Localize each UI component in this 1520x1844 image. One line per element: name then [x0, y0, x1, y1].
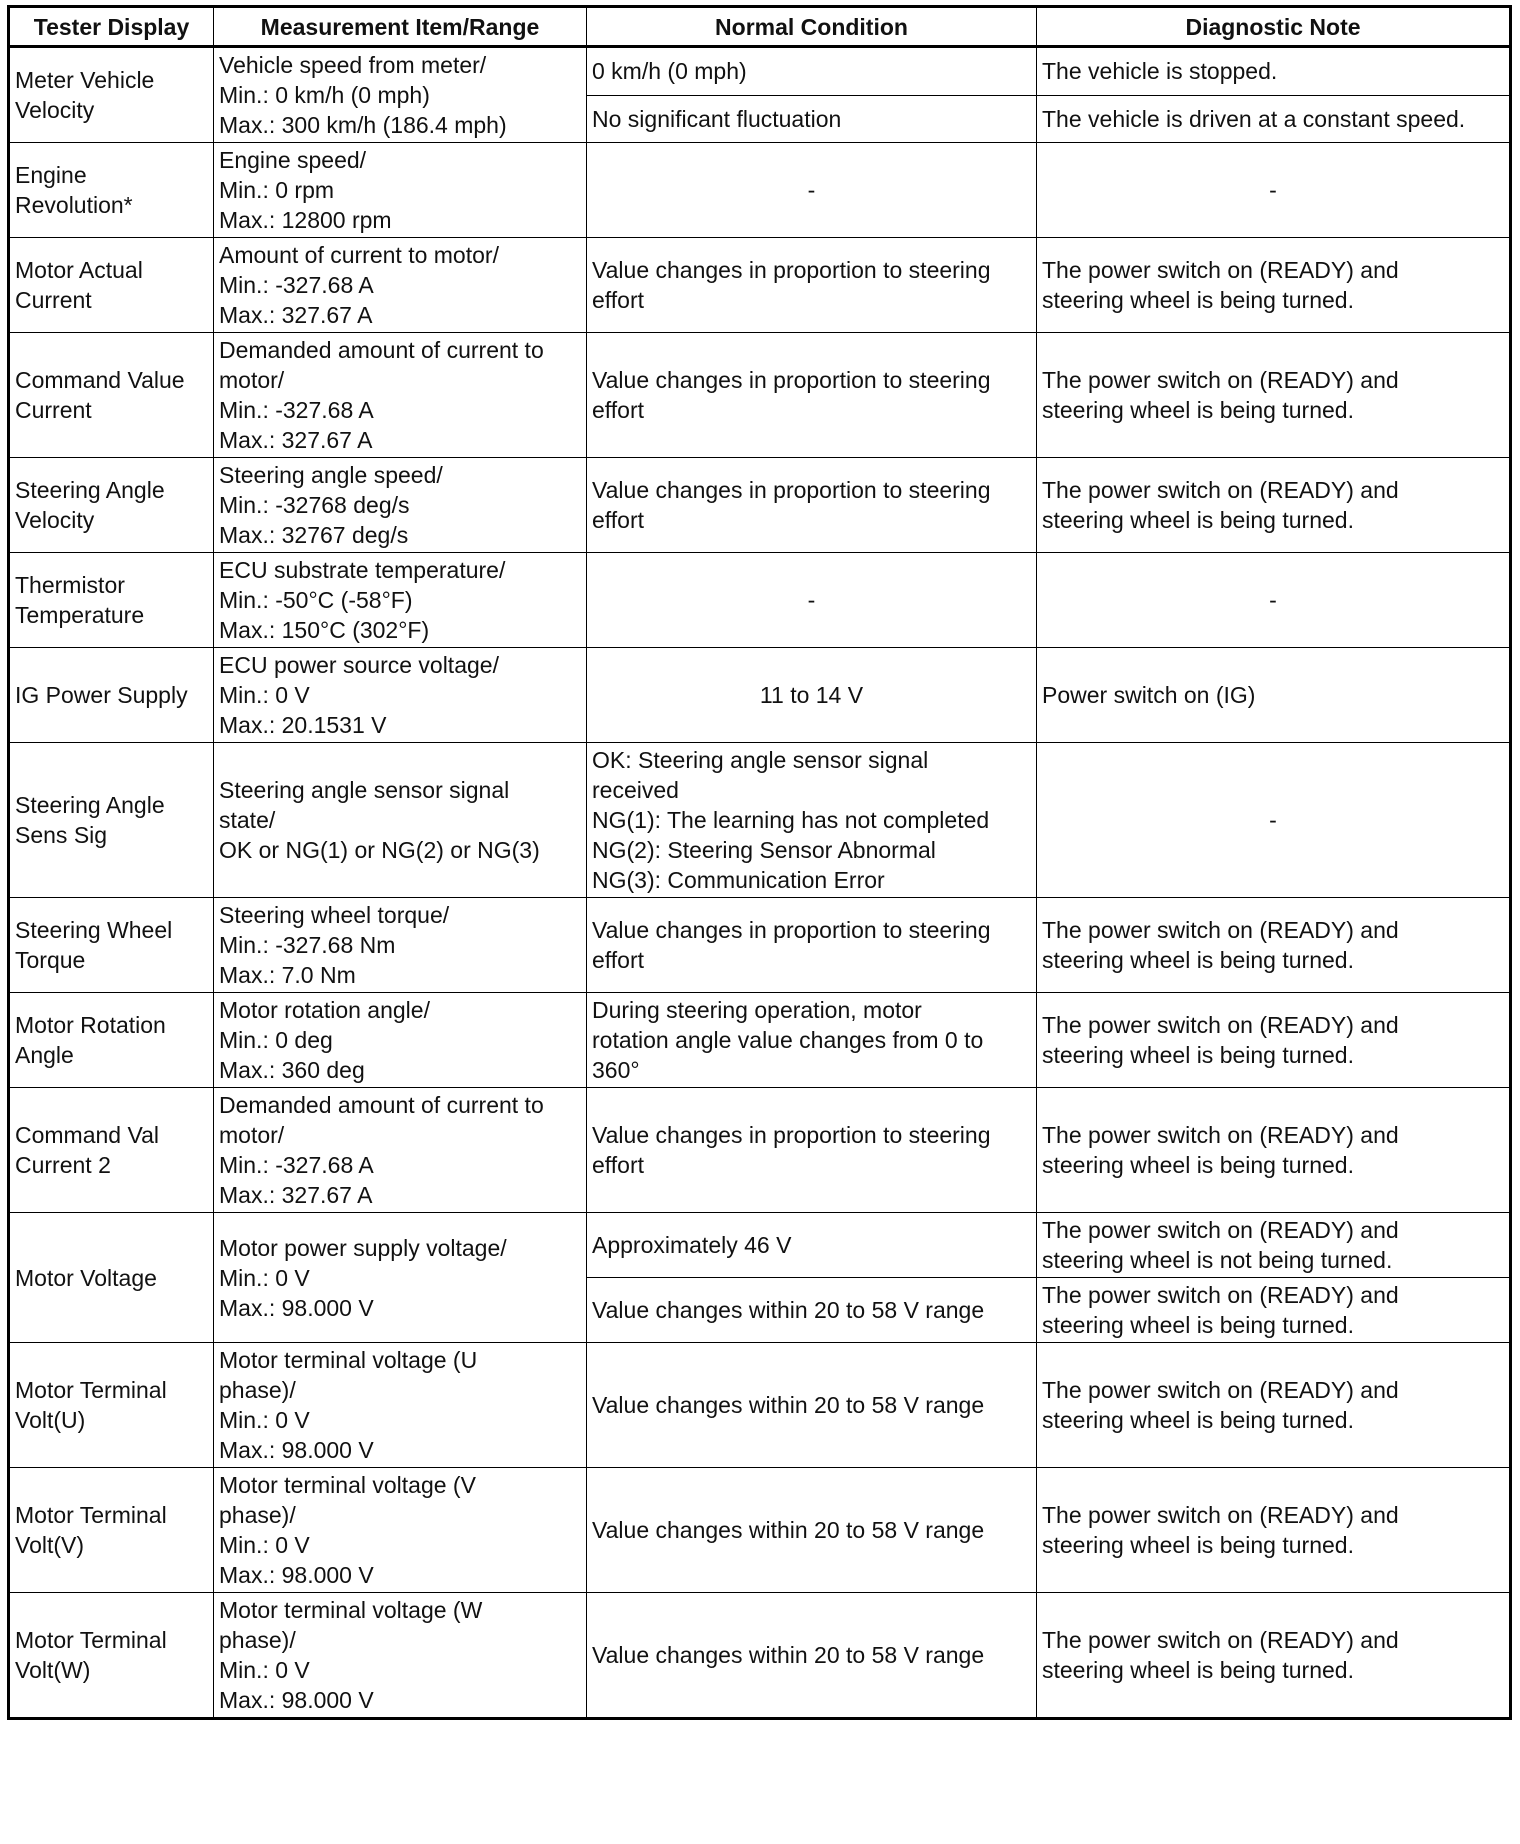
diagnostic-note-cell [1037, 95, 1511, 142]
measurement-range-cell-line: Demanded amount of current to [219, 337, 544, 363]
diagnostic-note-cell-line: steering wheel is not being turned. [1042, 1247, 1393, 1273]
diagnostic-note-cell-line: steering wheel is being turned. [1042, 287, 1354, 313]
tester-display-cell-line: Thermistor [15, 572, 125, 598]
tester-display-cell-line: Engine [15, 162, 87, 188]
measurement-range-cell [214, 553, 587, 648]
measurement-range-cell-line: Min.: 0 V [219, 1532, 310, 1558]
measurement-range-cell-line: Max.: 327.67 A [219, 1182, 373, 1208]
tester-display-cell-line: Steering Angle [15, 792, 165, 818]
measurement-range-cell-line: Vehicle speed from meter/ [219, 52, 487, 78]
diagnostic-note-cell-line: The power switch on (READY) and [1042, 1012, 1399, 1038]
tester-display-cell [9, 743, 214, 898]
diagnostic-note-cell-line: steering wheel is being turned. [1042, 1042, 1354, 1068]
diagnostic-note-cell [1037, 1593, 1511, 1719]
diagnostic-note-cell-line: The power switch on (READY) and [1042, 1122, 1399, 1148]
measurement-range-cell-line: motor/ [219, 367, 285, 393]
diagnostic-note-cell-line: - [1269, 807, 1277, 833]
tester-display-cell-line: Motor Terminal [15, 1627, 167, 1653]
measurement-range-cell-line: Demanded amount of current to [219, 1092, 544, 1118]
measurement-range-cell [214, 238, 587, 333]
normal-condition-cell-line: effort [592, 947, 644, 973]
diagnostic-note-cell [1037, 1343, 1511, 1468]
tester-display-cell [9, 648, 214, 743]
diagnostic-note-cell-line: The power switch on (READY) and [1042, 917, 1399, 943]
table-row [9, 553, 1511, 648]
measurement-range-cell [214, 1593, 587, 1719]
measurement-range-cell-line: Min.: 0 V [219, 1264, 310, 1291]
normal-condition-cell [587, 47, 1037, 96]
diagnostic-note-cell [1037, 553, 1511, 648]
normal-condition-cell [587, 238, 1037, 333]
diagnostic-note-cell [1037, 1213, 1511, 1278]
tester-display-cell [9, 1468, 214, 1593]
diagnostic-note-cell [1037, 238, 1511, 333]
normal-condition-cell [587, 743, 1037, 898]
measurement-range-cell-line: Min.: -32768 deg/s [219, 492, 410, 518]
measurement-range-cell-line: OK or NG(1) or NG(2) or NG(3) [219, 837, 540, 863]
normal-condition-cell [587, 1343, 1037, 1468]
measurement-range-cell [214, 1213, 587, 1343]
normal-condition-cell [587, 143, 1037, 238]
diagnostic-note-cell-line: steering wheel is being turned. [1042, 947, 1354, 973]
tester-display-cell-line: Angle [15, 1042, 74, 1068]
normal-condition-cell-line: Value changes in proportion to steering [592, 367, 991, 393]
diagnostic-note-cell [1037, 648, 1511, 743]
table-row [9, 1468, 1511, 1593]
diagnostic-note-cell-line: The power switch on (READY) and [1042, 257, 1399, 283]
table-row [9, 898, 1511, 993]
measurement-range-cell-line: Steering wheel torque/ [219, 902, 450, 928]
measurement-range-cell [214, 898, 587, 993]
measurement-range-cell-line: Min.: -327.68 A [219, 1152, 374, 1178]
diagnostic-note-cell [1037, 1278, 1511, 1343]
tester-display-cell [9, 898, 214, 993]
measurement-range-cell-line: Steering angle speed/ [219, 462, 443, 488]
tester-display-cell-line: Motor Terminal [15, 1377, 167, 1403]
measurement-range-cell-line: Max.: 150°C (302°F) [219, 617, 430, 643]
normal-condition-cell-line: Value changes in proportion to steering [592, 257, 991, 283]
measurement-range-cell-line: Min.: 0 km/h (0 mph) [219, 82, 430, 108]
normal-condition-cell-line: No significant fluctuation [592, 105, 842, 132]
normal-condition-cell-line: During steering operation, motor [592, 997, 922, 1023]
measurement-range-cell-line: Min.: -327.68 A [219, 272, 374, 298]
measurement-range-cell-line: ECU power source voltage/ [219, 652, 499, 678]
tester-display-cell [9, 553, 214, 648]
tester-display-cell-line: IG Power Supply [15, 682, 188, 708]
measurement-range-cell-line: ECU substrate temperature/ [219, 557, 506, 583]
diagnostic-note-cell-line: The power switch on (READY) and [1042, 367, 1399, 393]
normal-condition-cell-line: rotation angle value changes from 0 to [592, 1027, 984, 1053]
measurement-range-cell-line: Motor rotation angle/ [219, 997, 430, 1023]
tester-display-cell [9, 993, 214, 1088]
measurement-range-cell-line: Max.: 32767 deg/s [219, 522, 409, 548]
diagnostic-note-cell-line: The power switch on (READY) and [1042, 1217, 1399, 1243]
diagnostic-note-cell-line: steering wheel is being turned. [1042, 397, 1354, 423]
tester-display-cell-line: Motor Terminal [15, 1502, 167, 1528]
normal-condition-cell-line: Value changes in proportion to steering [592, 1122, 991, 1148]
diagnostic-note-cell [1037, 898, 1511, 993]
diagnostic-note-cell-line: steering wheel is being turned. [1042, 1152, 1354, 1178]
diagnostic-note-cell-line: - [1269, 177, 1277, 203]
measurement-range-cell-line: Motor terminal voltage (V [219, 1472, 476, 1498]
normal-condition-cell [587, 333, 1037, 458]
tester-display-cell-line: Motor Actual [15, 257, 143, 283]
normal-condition-cell [587, 95, 1037, 142]
table-row [9, 1088, 1511, 1213]
normal-condition-cell-line: Value changes in proportion to steering [592, 477, 991, 503]
diagnostic-note-cell [1037, 1468, 1511, 1593]
tester-display-cell [9, 238, 214, 333]
measurement-range-cell-line: Max.: 327.67 A [219, 302, 373, 328]
normal-condition-cell [587, 553, 1037, 648]
tester-display-cell-line: Volt(U) [15, 1407, 86, 1433]
diagnostic-note-cell-line: - [1269, 587, 1277, 613]
normal-condition-cell-line: Value changes within 20 to 58 V range [592, 1517, 985, 1543]
diagnostic-note-cell-line: Power switch on (IG) [1042, 682, 1256, 708]
measurement-range-cell [214, 743, 587, 898]
measurement-range-cell [214, 1088, 587, 1213]
measurement-range-cell-line: state/ [219, 807, 276, 833]
header-row [9, 7, 1511, 47]
header-measurement-item: Measurement Item/Range [214, 7, 587, 47]
tester-display-cell-line: Current [15, 287, 92, 313]
tester-display-cell [9, 333, 214, 458]
diagnostic-note-cell-line: The power switch on (READY) and [1042, 1377, 1399, 1403]
normal-condition-cell-line: effort [592, 1152, 644, 1178]
header-diagnostic-note: Diagnostic Note [1037, 7, 1511, 47]
tester-display-cell-line: Temperature [15, 602, 145, 628]
tester-display-cell-line: Volt(V) [15, 1532, 85, 1558]
measurement-range-cell [214, 993, 587, 1088]
normal-condition-cell-line: 0 km/h (0 mph) [592, 58, 747, 85]
measurement-range-cell-line: Max.: 300 km/h (186.4 mph) [219, 112, 507, 138]
header-tester-display: Tester Display [9, 7, 214, 47]
tester-display-cell-line: Steering Wheel [15, 917, 173, 943]
diagnostic-note-cell-line: The power switch on (READY) and [1042, 1502, 1399, 1528]
diagnostic-note-cell-line: The vehicle is driven at a constant speed. [1042, 105, 1466, 132]
normal-condition-cell-line: Value changes within 20 to 58 V range [592, 1642, 985, 1668]
tester-display-cell-line: Volt(W) [15, 1657, 91, 1683]
measurement-range-cell-line: motor/ [219, 1122, 285, 1148]
tester-display-cell-line: Velocity [15, 97, 95, 123]
diagnostic-note-cell-line: The vehicle is stopped. [1042, 58, 1278, 85]
diagnostic-note-cell-line: The power switch on (READY) and [1042, 1627, 1399, 1653]
tester-display-cell [9, 143, 214, 238]
normal-condition-cell-line: Approximately 46 V [592, 1232, 792, 1258]
measurement-range-cell-line: Max.: 7.0 Nm [219, 962, 356, 988]
normal-condition-cell-line: NG(2): Steering Sensor Abnormal [592, 837, 936, 863]
normal-condition-cell-line: - [807, 177, 816, 203]
table-header [9, 7, 1511, 47]
table-row [9, 458, 1511, 553]
tester-display-cell [9, 47, 214, 143]
tester-display-cell-line: Current 2 [15, 1152, 111, 1178]
diagnostic-note-cell-line: steering wheel is being turned. [1042, 1532, 1354, 1558]
measurement-range-cell [214, 47, 587, 143]
diagnostic-note-cell [1037, 333, 1511, 458]
normal-condition-cell [587, 458, 1037, 553]
measurement-range-cell [214, 458, 587, 553]
normal-condition-cell-line: received [592, 777, 679, 803]
normal-condition-cell-line: NG(1): The learning has not completed [592, 807, 990, 833]
measurement-range-cell-line: phase)/ [219, 1502, 296, 1528]
normal-condition-cell-line: 11 to 14 V [759, 682, 864, 708]
diagnostic-note-cell-line: The power switch on (READY) and [1042, 477, 1399, 503]
diagnostic-note-cell-line: The power switch on (READY) and [1042, 1282, 1399, 1308]
normal-condition-cell [587, 898, 1037, 993]
normal-condition-cell-line: OK: Steering angle sensor signal [592, 747, 929, 773]
header-normal-condition: Normal Condition [587, 7, 1037, 47]
tester-display-cell [9, 1088, 214, 1213]
table-row [9, 238, 1511, 333]
measurement-range-cell-line: Motor power supply voltage/ [219, 1234, 507, 1261]
measurement-range-cell-line: phase)/ [219, 1627, 296, 1653]
normal-condition-cell-line: Value changes within 20 to 58 V range [592, 1392, 985, 1418]
diagnostic-note-cell-line: steering wheel is being turned. [1042, 507, 1354, 533]
measurement-range-cell-line: Motor terminal voltage (W [219, 1597, 483, 1623]
normal-condition-cell-line: 360° [592, 1057, 640, 1083]
measurement-range-cell-line: Min.: -327.68 A [219, 397, 374, 423]
normal-condition-cell-line: effort [592, 397, 644, 423]
measurement-range-cell-line: Min.: 0 V [219, 682, 310, 708]
diagnostic-note-cell-line: steering wheel is being turned. [1042, 1312, 1354, 1338]
table-container [7, 5, 1509, 1720]
table-row [9, 648, 1511, 743]
tester-display-cell-line: Motor Voltage [15, 1264, 157, 1291]
measurement-range-cell [214, 1468, 587, 1593]
table-row [9, 143, 1511, 238]
measurement-range-cell-line: Max.: 98.000 V [219, 1294, 374, 1321]
tester-display-cell-line: Steering Angle [15, 477, 165, 503]
diagnostic-note-cell [1037, 458, 1511, 553]
diagnostic-note-cell [1037, 143, 1511, 238]
tester-display-cell-line: Velocity [15, 507, 95, 533]
table-row [9, 1343, 1511, 1468]
table-body [9, 47, 1511, 1719]
measurement-range-cell [214, 648, 587, 743]
normal-condition-cell-line: Value changes within 20 to 58 V range [592, 1297, 985, 1323]
table-row [9, 743, 1511, 898]
normal-condition-cell-line: - [807, 587, 816, 613]
tester-display-cell [9, 458, 214, 553]
normal-condition-cell [587, 648, 1037, 743]
table-row [9, 1593, 1511, 1719]
normal-condition-cell-line: effort [592, 507, 644, 533]
tester-display-cell-line: Command Val [15, 1122, 160, 1148]
normal-condition-cell [587, 1278, 1037, 1343]
measurement-range-cell [214, 333, 587, 458]
table-row [9, 993, 1511, 1088]
diagnostic-note-cell-line: steering wheel is being turned. [1042, 1657, 1354, 1683]
diagnostic-note-cell [1037, 743, 1511, 898]
tester-display-cell-line: Torque [15, 947, 86, 973]
table-row [9, 333, 1511, 458]
measurement-range-cell-line: Min.: 0 rpm [219, 177, 335, 203]
normal-condition-cell [587, 1213, 1037, 1278]
measurement-range-cell-line: phase)/ [219, 1377, 296, 1403]
normal-condition-cell [587, 1088, 1037, 1213]
tester-display-cell [9, 1343, 214, 1468]
measurement-range-cell [214, 1343, 587, 1468]
tester-display-cell [9, 1593, 214, 1719]
normal-condition-cell [587, 993, 1037, 1088]
table-row [9, 47, 1511, 96]
tester-display-cell-line: Revolution* [15, 192, 133, 218]
measurement-range-cell-line: Motor terminal voltage (U [219, 1347, 478, 1373]
tester-display-cell-line: Sens Sig [15, 822, 108, 848]
normal-condition-cell-line: NG(3): Communication Error [592, 867, 885, 893]
tester-display-cell-line: Motor Rotation [15, 1012, 166, 1038]
measurement-range-cell-line: Max.: 20.1531 V [219, 712, 387, 738]
measurement-range-cell-line: Amount of current to motor/ [219, 242, 499, 268]
measurement-range-cell-line: Max.: 98.000 V [219, 1687, 374, 1713]
measurement-range-cell-line: Max.: 360 deg [219, 1057, 365, 1083]
measurement-range-cell-line: Min.: 0 V [219, 1407, 310, 1433]
diagnostic-note-cell [1037, 993, 1511, 1088]
measurement-range-cell-line: Steering angle sensor signal [219, 777, 510, 803]
table-row [9, 1213, 1511, 1278]
measurement-range-cell-line: Min.: -327.68 Nm [219, 932, 396, 958]
data-list-table [7, 5, 1512, 1720]
normal-condition-cell-line: effort [592, 287, 644, 313]
tester-display-cell-line: Command Value [15, 367, 185, 393]
measurement-range-cell-line: Min.: -50°C (-58°F) [219, 587, 413, 613]
measurement-range-cell-line: Max.: 98.000 V [219, 1437, 374, 1463]
measurement-range-cell-line: Max.: 327.67 A [219, 427, 373, 453]
tester-display-cell [9, 1213, 214, 1343]
measurement-range-cell-line: Max.: 12800 rpm [219, 207, 392, 233]
diagnostic-note-cell-line: steering wheel is being turned. [1042, 1407, 1354, 1433]
normal-condition-cell-line: Value changes in proportion to steering [592, 917, 991, 943]
diagnostic-note-cell [1037, 1088, 1511, 1213]
measurement-range-cell [214, 143, 587, 238]
measurement-range-cell-line: Engine speed/ [219, 147, 367, 173]
normal-condition-cell [587, 1468, 1037, 1593]
measurement-range-cell-line: Min.: 0 V [219, 1657, 310, 1683]
measurement-range-cell-line: Min.: 0 deg [219, 1027, 333, 1053]
diagnostic-note-cell [1037, 47, 1511, 96]
tester-display-cell-line: Meter Vehicle [15, 67, 155, 93]
measurement-range-cell-line: Max.: 98.000 V [219, 1562, 374, 1588]
tester-display-cell-line: Current [15, 397, 92, 423]
normal-condition-cell [587, 1593, 1037, 1719]
